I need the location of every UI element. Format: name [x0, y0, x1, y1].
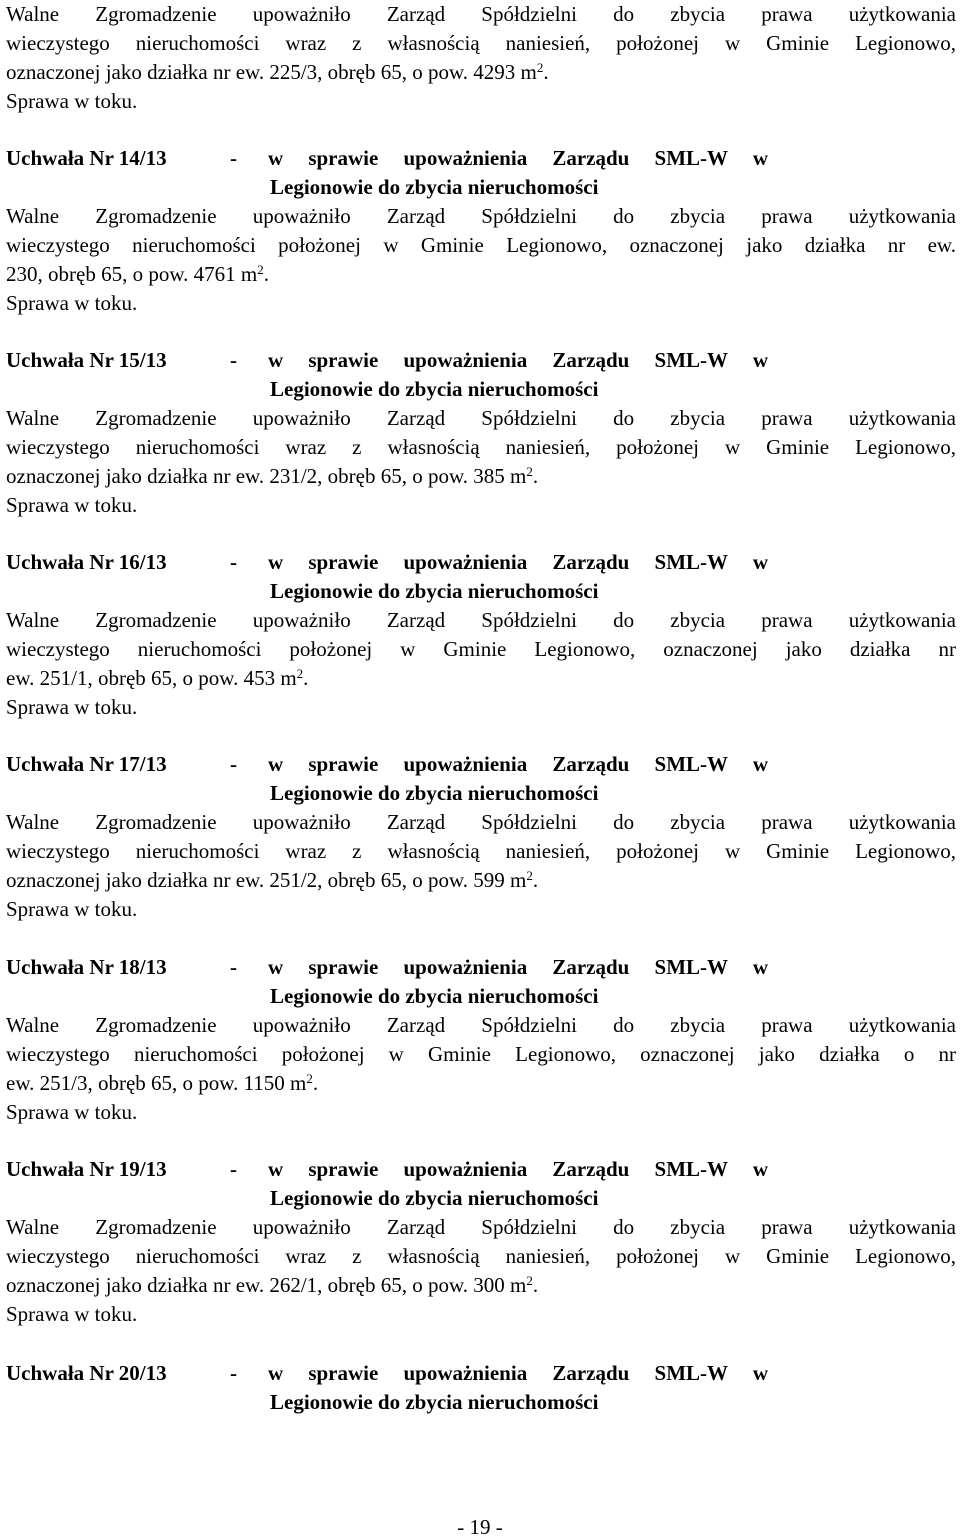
punctuation: . — [532, 868, 539, 892]
resolution-subtitle: Legionowie do zbycia nieruchomości — [270, 377, 599, 401]
status-text: Sprawa w toku. — [6, 1302, 138, 1326]
heading-dash: - — [230, 550, 237, 574]
paragraph-line — [6, 866, 956, 895]
paragraph-line: Walne Zgromadzenie upoważniło Zarząd Spółdzielni do zbycia prawa użytkowania — [6, 2, 956, 26]
resolution-title: w sprawie upoważnienia Zarządu SML-W w — [268, 752, 768, 776]
status-text: Sprawa w toku. — [6, 695, 138, 719]
heading-dash: - — [230, 146, 237, 170]
status-text: Sprawa w toku. — [6, 897, 138, 921]
resolution-heading — [6, 548, 956, 577]
paragraph-line: Walne Zgromadzenie upoważniło Zarząd Spółdzielni do zbycia prawa użytkowania — [6, 810, 956, 834]
paragraph-line: Walne Zgromadzenie upoważniło Zarząd Spółdzielni do zbycia prawa użytkowania — [6, 1215, 956, 1239]
resolution-subtitle: Legionowie do zbycia nieruchomości — [270, 1186, 599, 1210]
punctuation: . — [532, 464, 539, 488]
superscript: 2 — [526, 464, 533, 479]
paragraph-text: ew. 251/1, obręb 65, o pow. 453 m — [6, 666, 297, 690]
superscript: 2 — [526, 868, 533, 883]
resolution-title: w sprawie upoważnienia Zarządu SML-W w — [268, 1361, 768, 1385]
punctuation: . — [263, 262, 269, 286]
resolution-number: Uchwała Nr 15/13 — [6, 348, 167, 372]
paragraph-line: wieczystego nieruchomości wraz z własnością naniesień, położonej w Gminie Legionowo, — [6, 435, 956, 459]
paragraph-line: wieczystego nieruchomości położonej w Gminie Legionowo, oznaczonej jako działka nr ew. — [6, 233, 956, 257]
resolution-subtitle: Legionowie do zbycia nieruchomości — [270, 781, 599, 805]
paragraph-line — [6, 462, 956, 491]
status-text: Sprawa w toku. — [6, 1100, 138, 1124]
punctuation: . — [303, 666, 309, 690]
resolution-number: Uchwała Nr 18/13 — [6, 955, 167, 979]
paragraph-line: wieczystego nieruchomości położonej w Gminie Legionowo, oznaczonej jako działka nr — [6, 637, 956, 661]
heading-dash: - — [230, 1361, 237, 1385]
resolution-heading — [6, 144, 956, 173]
resolution-subtitle: Legionowie do zbycia nieruchomości — [270, 175, 599, 199]
paragraph-line: wieczystego nieruchomości wraz z własnością naniesień, położonej w Gminie Legionowo, — [6, 1244, 956, 1268]
paragraph-line — [6, 1069, 956, 1098]
paragraph-line: wieczystego nieruchomości położonej w Gminie Legionowo, oznaczonej jako działka o nr — [6, 1042, 956, 1066]
heading-dash: - — [230, 1157, 237, 1181]
punctuation: . — [532, 1273, 539, 1297]
paragraph-line — [6, 260, 956, 289]
resolution-subtitle: Legionowie do zbycia nieruchomości — [270, 984, 599, 1008]
resolution-subtitle: Legionowie do zbycia nieruchomości — [270, 1390, 599, 1414]
resolution-title: w sprawie upoważnienia Zarządu SML-W w — [268, 1157, 768, 1181]
paragraph-text: 230, obręb 65, o pow. 4761 m — [6, 262, 258, 286]
resolution-heading — [6, 750, 956, 779]
heading-dash: - — [230, 955, 237, 979]
resolution-title: w sprawie upoważnienia Zarządu SML-W w — [268, 955, 768, 979]
resolution-subtitle: Legionowie do zbycia nieruchomości — [270, 579, 599, 603]
superscript: 2 — [526, 1273, 533, 1288]
paragraph-text: oznaczonej jako działka nr ew. 251/2, obręb 65, o pow. 599 m — [6, 868, 527, 892]
resolution-number: Uchwała Nr 19/13 — [6, 1157, 167, 1181]
paragraph-line — [6, 1271, 956, 1300]
paragraph-line: Walne Zgromadzenie upoważniło Zarząd Spółdzielni do zbycia prawa użytkowania — [6, 204, 956, 228]
resolution-number: Uchwała Nr 14/13 — [6, 146, 167, 170]
paragraph-line — [6, 58, 956, 87]
resolution-title: w sprawie upoważnienia Zarządu SML-W w — [268, 550, 768, 574]
superscript: 2 — [536, 60, 544, 75]
paragraph-line: wieczystego nieruchomości wraz z własnością naniesień, położonej w Gminie Legionowo, — [6, 31, 956, 55]
resolution-heading — [6, 1155, 956, 1184]
superscript: 2 — [296, 666, 304, 681]
page-number: - 19 - — [457, 1515, 503, 1539]
paragraph-text: ew. 251/3, obręb 65, o pow. 1150 m — [6, 1071, 307, 1095]
punctuation: . — [543, 60, 549, 84]
status-text: Sprawa w toku. — [6, 89, 138, 113]
paragraph-text: oznaczonej jako działka nr ew. 231/2, obręb 65, o pow. 385 m — [6, 464, 527, 488]
paragraph-line — [6, 664, 956, 693]
resolution-heading — [6, 953, 956, 982]
paragraph-line: Walne Zgromadzenie upoważniło Zarząd Spółdzielni do zbycia prawa użytkowania — [6, 608, 956, 632]
paragraph-text: oznaczonej jako działka nr ew. 225/3, obręb 65, o pow. 4293 m — [6, 60, 537, 84]
paragraph-line: Walne Zgromadzenie upoważniło Zarząd Spółdzielni do zbycia prawa użytkowania — [6, 1013, 956, 1037]
heading-dash: - — [230, 752, 237, 776]
status-text: Sprawa w toku. — [6, 493, 138, 517]
status-text: Sprawa w toku. — [6, 291, 138, 315]
resolution-number: Uchwała Nr 20/13 — [6, 1361, 167, 1385]
resolution-number: Uchwała Nr 16/13 — [6, 550, 167, 574]
heading-dash: - — [230, 348, 237, 372]
paragraph-line: wieczystego nieruchomości wraz z własnością naniesień, położonej w Gminie Legionowo, — [6, 839, 956, 863]
paragraph-line: Walne Zgromadzenie upoważniło Zarząd Spółdzielni do zbycia prawa użytkowania — [6, 406, 956, 430]
resolution-title: w sprawie upoważnienia Zarządu SML-W w — [268, 146, 768, 170]
superscript: 2 — [306, 1071, 313, 1086]
punctuation: . — [312, 1071, 319, 1095]
superscript: 2 — [257, 262, 264, 277]
resolution-heading — [6, 346, 956, 375]
resolution-title: w sprawie upoważnienia Zarządu SML-W w — [268, 348, 768, 372]
paragraph-text: oznaczonej jako działka nr ew. 262/1, obręb 65, o pow. 300 m — [6, 1273, 527, 1297]
resolution-number: Uchwała Nr 17/13 — [6, 752, 167, 776]
resolution-heading — [6, 1359, 956, 1388]
